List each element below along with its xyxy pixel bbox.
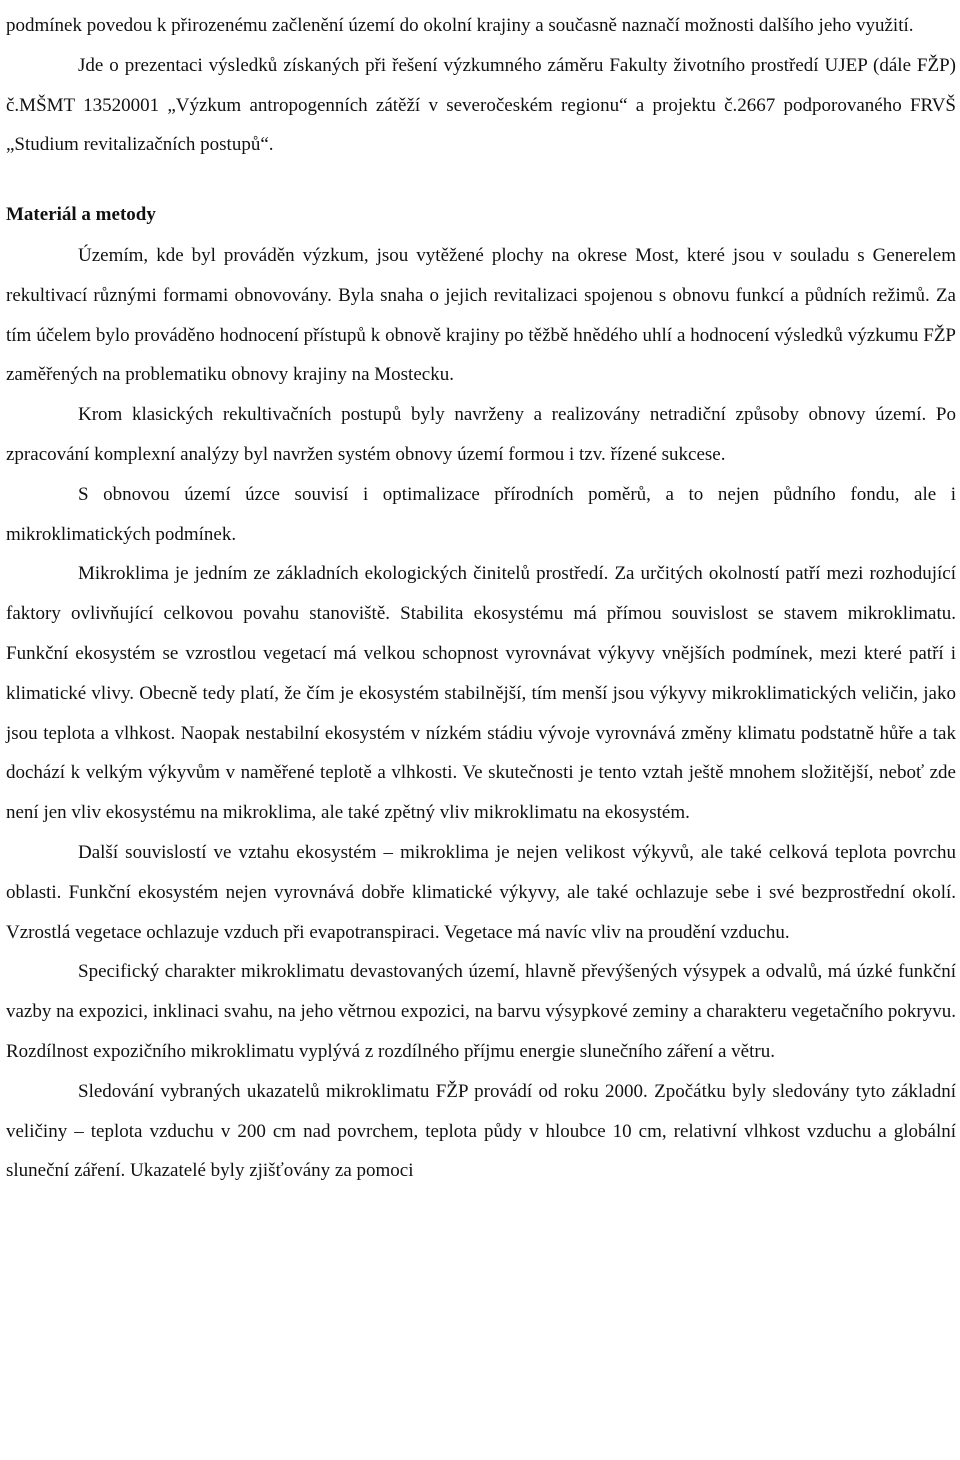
document-page: [6, 6, 956, 1191]
paragraph-continuation: podmínek povedou k přirozenému začlenění území do okolní krajiny a současně naznačí možnosti dalšího jeho využití.: [6, 15, 914, 36]
section-heading: Materiál a metody: [6, 204, 156, 226]
paragraph-study-area: Územím, kde byl prováděn výzkum, jsou vytěžené plochy na okrese Most, které jsou v souladu s Generelem rekultivací různými formami obnovovány. Byla snaha o jejich revitalizaci spojenou s obnovu funkcí a půdních režimů. Za tím účelem bylo prováděno hodnocení přístupů k obnově krajiny po těžbě hnědého uhlí a hodnocení výsledků výzkumu FŽP zaměřených na problematiku obnovy krajiny na Mostecku.: [6, 244, 956, 386]
paragraph-microclimate: Mikroklima je jedním ze základních ekologických činitelů prostředí. Za určitých okolností patří mezi rozhodující faktory ovlivňující celkovou povahu stanoviště. Stabilita ekosystému má přímou souvislost se stavem mikroklimatu. Funkční ekosystém se vzrostlou vegetací má velkou schopnost vyrovnávat výkyvy vnějších podmínek, mezi které patří i klimatické vlivy. Obecně tedy platí, že čím je ekosystém stabilnější, tím menší jsou výkyvy mikroklimatických veličin, jako jsou teplota a vlhkost. Naopak nestabilní ekosystém v nízkém stádiu vývoje vyrovnává změny klimatu podstatně hůře a tak dochází k velkým výkyvům v naměřené teplotě a vlhkosti. Ve skutečnosti je tento vztah ještě mnohem složitější, neboť zde není jen vliv ekosystému na mikroklima, ale také zpětný vliv mikroklimatu na ekosystém.: [6, 563, 956, 824]
paragraph-monitoring: Sledování vybraných ukazatelů mikroklimatu FŽP provádí od roku 2000. Zpočátku byly sledovány tyto základní veličiny – teplota vzduchu v 200 cm nad povrchem, teplota půdy v hloubce 10 cm, relativní vlhkost vzduchu a globální sluneční záření. Ukazatelé byly zjišťovány za pomoci: [6, 1080, 956, 1182]
paragraph-optimization: S obnovou území úzce souvisí i optimalizace přírodních poměrů, a to nejen půdního fondu, ale i mikroklimatických podmínek.: [6, 483, 956, 545]
paragraph-project-intro: Jde o prezentaci výsledků získaných při řešení výzkumného záměru Fakulty životního prostředí UJEP (dále FŽP) č.MŠMT 13520001 „Výzkum antropogenních zátěží v severočeském regionu“ a projektu č.2667 podporovaného FRVŠ „Studium revitalizačních postupů“.: [6, 54, 956, 156]
paragraph-specific-character: Specifický charakter mikroklimatu devastovaných území, hlavně převýšených výsypek a odvalů, má úzké funkční vazby na expozici, inklinaci svahu, na jeho větrnou expozici, na barvu výsypkové zeminy a charakteru vegetačního pokryvu. Rozdílnost expozičního mikroklimatu vyplývá z rozdílného příjmu energie slunečního záření a větru.: [6, 961, 956, 1062]
paragraph-restoration-methods: Krom klasických rekultivačních postupů byly navrženy a realizovány netradiční způsoby obnovy území. Po zpracování komplexní analýzy byl navržen systém obnovy území formou i tzv. řízené sukcese.: [6, 404, 956, 465]
paragraph-ecosystem-relation: Další souvislostí ve vztahu ekosystém – mikroklima je nejen velikost výkyvů, ale také celková teplota povrchu oblasti. Funkční ekosystém nejen vyrovnává dobře klimatické výkyvy, ale také ochlazuje sebe i své bezprostřední okolí. Vzrostlá vegetace ochlazuje vzduch při evapotranspiraci. Vegetace má navíc vliv na proudění vzduchu.: [6, 841, 956, 943]
